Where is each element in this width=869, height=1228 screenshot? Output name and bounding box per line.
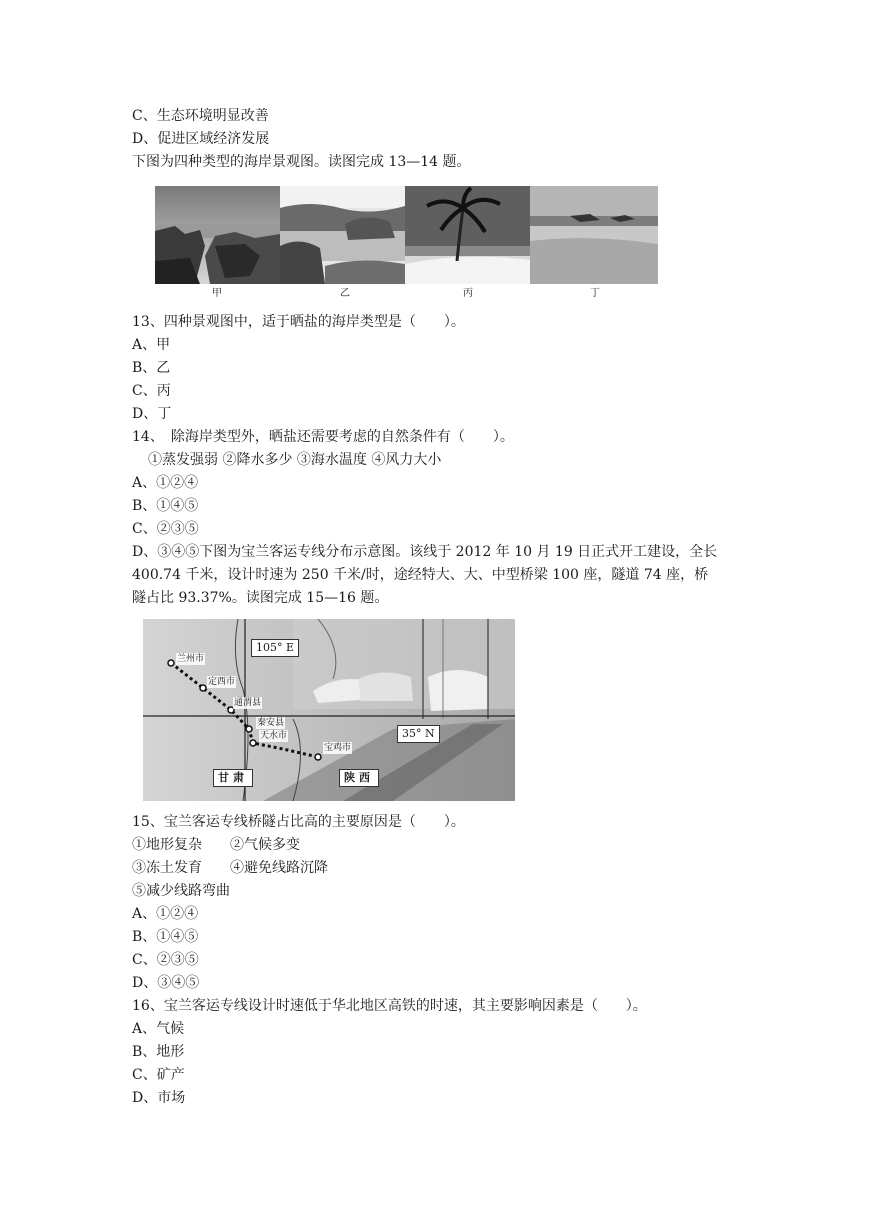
q15-option-c: C、②③⑤ <box>132 952 199 968</box>
q15-option-d: D、③④⑤ <box>132 975 200 991</box>
q14-option-a: A、①②④ <box>132 475 199 491</box>
city-tianshui: 天水市 <box>260 731 288 741</box>
q16-stem: 16、宝兰客运专线设计时速低于华北地区高铁的时速，其主要影响因素是（ ）。 <box>132 998 647 1014</box>
coast-photo-bing <box>405 186 530 284</box>
coast-label-bing: 丙 <box>463 288 473 299</box>
q15-reasons-1: ①地形复杂 ②气候多变 <box>132 837 300 853</box>
city-dingxi: 定西市 <box>208 677 236 687</box>
q13-option-d: D、丁 <box>132 406 172 422</box>
coast-label-yi: 乙 <box>340 288 350 299</box>
intro-15-16-line2: 400.74 千米，设计时速为 250 千米/时，途经特大、大、中型桥梁 100 座，隧道 74 座，桥 <box>132 567 709 583</box>
intro-15-16-line3: 隧占比 93.37%。读图完成 15—16 题。 <box>132 590 389 606</box>
q13-option-c: C、丙 <box>132 383 171 399</box>
q13-option-a: A、甲 <box>132 337 171 353</box>
q14-conditions: ①蒸发强弱 ②降水多少 ③海水温度 ④风力大小 <box>148 452 442 468</box>
longitude-label: 105° E <box>251 639 299 657</box>
intro-13-14: 下图为四种类型的海岸景观图。读图完成 13—14 题。 <box>132 154 471 170</box>
q13-stem: 13、四种景观图中，适于晒盐的海岸类型是（ ）。 <box>132 314 465 330</box>
coast-photo-jia <box>155 186 280 284</box>
option-d: D、促进区域经济发展 <box>132 131 270 147</box>
q15-stem: 15、宝兰客运专线桥隧占比高的主要原因是（ ）。 <box>132 814 465 830</box>
baolan-railway-map <box>143 619 515 801</box>
q15-option-a: A、①②④ <box>132 906 199 922</box>
province-shaanxi: 陕西 <box>339 769 379 787</box>
coast-label-ding: 丁 <box>590 288 600 299</box>
q13-option-b: B、乙 <box>132 360 171 376</box>
q16-option-a: A、气候 <box>132 1021 185 1037</box>
city-qinan: 秦安县 <box>257 718 285 728</box>
q14-option-d-intro: D、③④⑤下图为宝兰客运专线分布示意图。该线于 2012 年 10 月 19 日正式开工建设，全长 <box>132 544 718 560</box>
province-gansu: 甘肃 <box>213 769 253 787</box>
q16-option-b: B、地形 <box>132 1044 185 1060</box>
q15-reasons-3: ⑤减少线路弯曲 <box>132 883 230 899</box>
coast-photos <box>155 186 658 284</box>
city-baoji: 宝鸡市 <box>324 743 352 753</box>
q14-option-b: B、①④⑤ <box>132 498 199 514</box>
coast-photo-ding <box>530 186 658 284</box>
q14-option-c: C、②③⑤ <box>132 521 199 537</box>
coast-label-jia: 甲 <box>212 288 222 299</box>
city-lanzhou: 兰州市 <box>177 654 205 664</box>
q16-option-d: D、市场 <box>132 1090 186 1106</box>
city-tongwei: 通渭县 <box>234 698 262 708</box>
q14-stem: 14、 除海岸类型外，晒盐还需要考虑的自然条件有（ ）。 <box>132 429 514 445</box>
latitude-label: 35° N <box>397 725 440 743</box>
q15-reasons-2: ③冻土发育 ④避免线路沉降 <box>132 860 328 876</box>
q15-option-b: B、①④⑤ <box>132 929 199 945</box>
coast-photo-yi <box>280 186 405 284</box>
option-c: C、生态环境明显改善 <box>132 108 269 124</box>
q16-option-c: C、矿产 <box>132 1067 185 1083</box>
